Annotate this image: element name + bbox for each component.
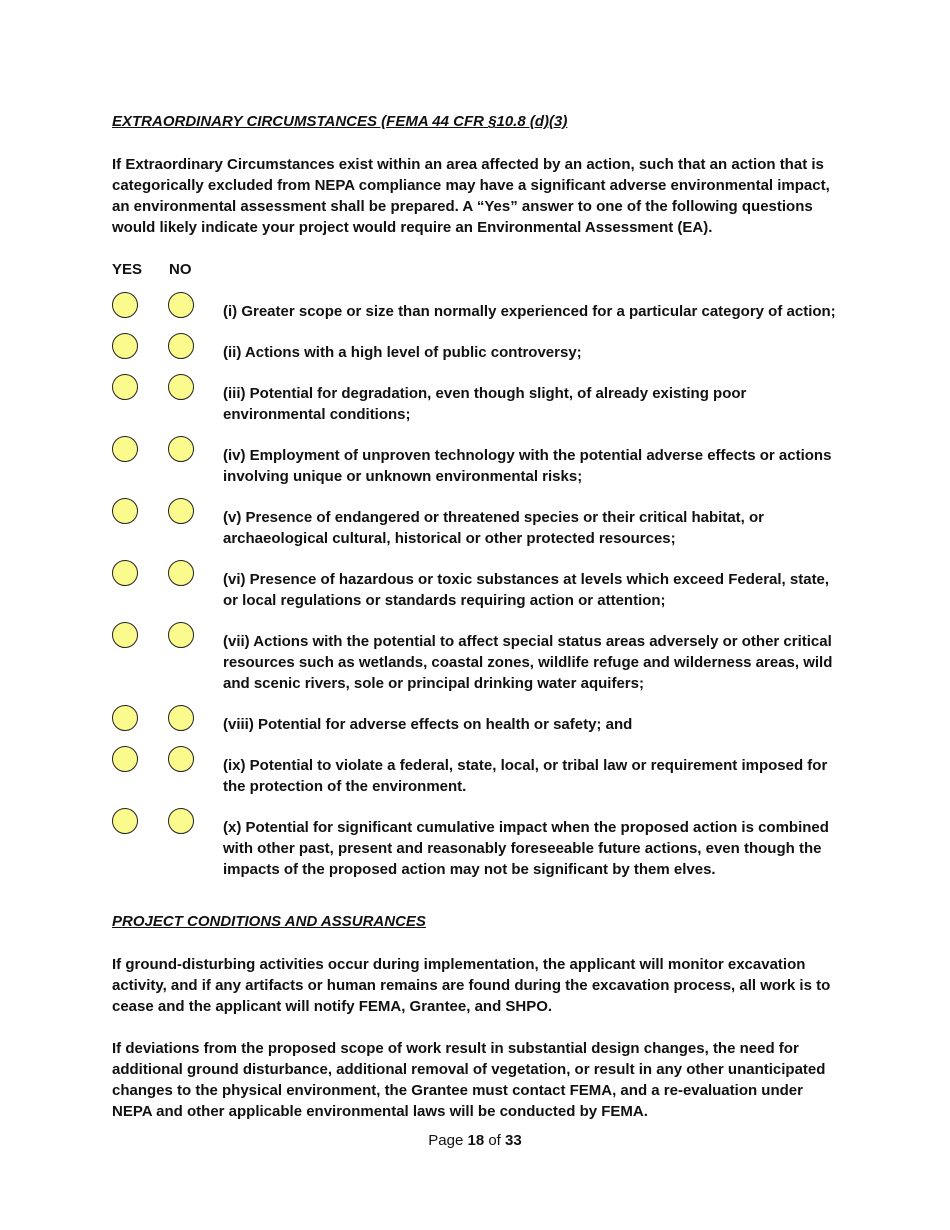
question-row: [112, 507, 842, 549]
question-text: (x) Potential for significant cumulative impact when the proposed action is combined with other past, present and reasonably foreseeable future actions, even though the impacts of the proposed action may not be significant by them elves.: [223, 819, 829, 878]
no-radio-button[interactable]: [168, 705, 194, 731]
document-page: [112, 112, 842, 1122]
no-radio-button[interactable]: [168, 292, 194, 318]
yes-radio-button[interactable]: [112, 560, 138, 586]
no-radio-button[interactable]: [168, 746, 194, 772]
question-text: (ii) Actions with a high level of public controversy;: [223, 344, 582, 361]
no-radio-button[interactable]: [168, 436, 194, 462]
yes-radio-button[interactable]: [112, 374, 138, 400]
project-conditions-paragraph-2: If deviations from the proposed scope of work result in substantial design changes, the need for additional ground disturbance, additional removal of vegetation, or result in any other unanticipated changes to the physical environment, the Grantee must contact FEMA, and a re-evaluation under NEPA and other applicable environmental laws will be conducted by FEMA.: [112, 1040, 826, 1120]
question-row: [112, 569, 842, 611]
of-label: of: [488, 1132, 501, 1149]
yes-radio-button[interactable]: [112, 498, 138, 524]
page-footer: [0, 1131, 950, 1151]
no-radio-button[interactable]: [168, 560, 194, 586]
yes-column-header: YES: [112, 261, 143, 278]
question-row: [112, 301, 842, 322]
total-page-count: 33: [505, 1132, 522, 1149]
no-radio-button[interactable]: [168, 333, 194, 359]
yes-radio-button[interactable]: [112, 436, 138, 462]
question-row: [112, 817, 842, 880]
question-row: [112, 714, 842, 735]
question-row: [112, 755, 842, 797]
no-radio-button[interactable]: [168, 374, 194, 400]
question-text: (vii) Actions with the potential to affect special status areas adversely or other critical resources such as wetlands, coastal zones, wildlife refuge and wilderness areas, wild and scenic rivers, sole or principal drinking water aquifers;: [223, 633, 833, 692]
question-text: (viii) Potential for adverse effects on health or safety; and: [223, 716, 633, 733]
question-row: [112, 383, 842, 425]
yes-radio-button[interactable]: [112, 333, 138, 359]
yes-radio-button[interactable]: [112, 808, 138, 834]
current-page-number: 18: [467, 1132, 485, 1149]
no-column-header: NO: [169, 261, 192, 278]
question-row: [112, 342, 842, 363]
question-text: (iv) Employment of unproven technology with the potential adverse effects or actions involving unique or unknown environmental risks;: [223, 447, 832, 485]
page-label: Page: [428, 1132, 464, 1149]
question-text: (vi) Presence of hazardous or toxic substances at levels which exceed Federal, state, or local regulations or standards requiring action or attention;: [223, 571, 830, 609]
question-text: (v) Presence of endangered or threatened species or their critical habitat, or archaeological cultural, historical or other protected resources;: [223, 509, 764, 547]
no-radio-button[interactable]: [168, 808, 194, 834]
project-conditions-paragraph-1: If ground-disturbing activities occur during implementation, the applicant will monitor excavation activity, and if any artifacts or human remains are found during the excavation process, all work is to cease and the applicant will notify FEMA, Grantee, and SHPO.: [112, 956, 831, 1015]
question-row: [112, 445, 842, 487]
extraordinary-circumstances-intro: If Extraordinary Circumstances exist within an area affected by an action, such that an action that is categorically excluded from NEPA compliance may have a significant adverse environmental impact, an environmental assessment shall be prepared. A “Yes” answer to one of the following questions would likely indicate your project would require an Environmental Assessment (EA).: [112, 156, 830, 236]
no-radio-button[interactable]: [168, 622, 194, 648]
yes-radio-button[interactable]: [112, 292, 138, 318]
answer-column-headers: [112, 260, 842, 280]
no-radio-button[interactable]: [168, 498, 194, 524]
project-conditions-heading: PROJECT CONDITIONS AND ASSURANCES: [112, 913, 426, 930]
yes-radio-button[interactable]: [112, 746, 138, 772]
extraordinary-circumstances-heading: EXTRAORDINARY CIRCUMSTANCES (FEMA 44 CFR §10.8 (d)(3): [112, 113, 568, 130]
question-row: [112, 631, 842, 694]
question-list: [112, 301, 842, 880]
question-text: (i) Greater scope or size than normally experienced for a particular category of action;: [223, 303, 836, 320]
question-text: (ix) Potential to violate a federal, state, local, or tribal law or requirement imposed for the protection of the environment.: [223, 757, 828, 795]
question-text: (iii) Potential for degradation, even though slight, of already existing poor environmental conditions;: [223, 385, 747, 423]
yes-radio-button[interactable]: [112, 705, 138, 731]
yes-radio-button[interactable]: [112, 622, 138, 648]
